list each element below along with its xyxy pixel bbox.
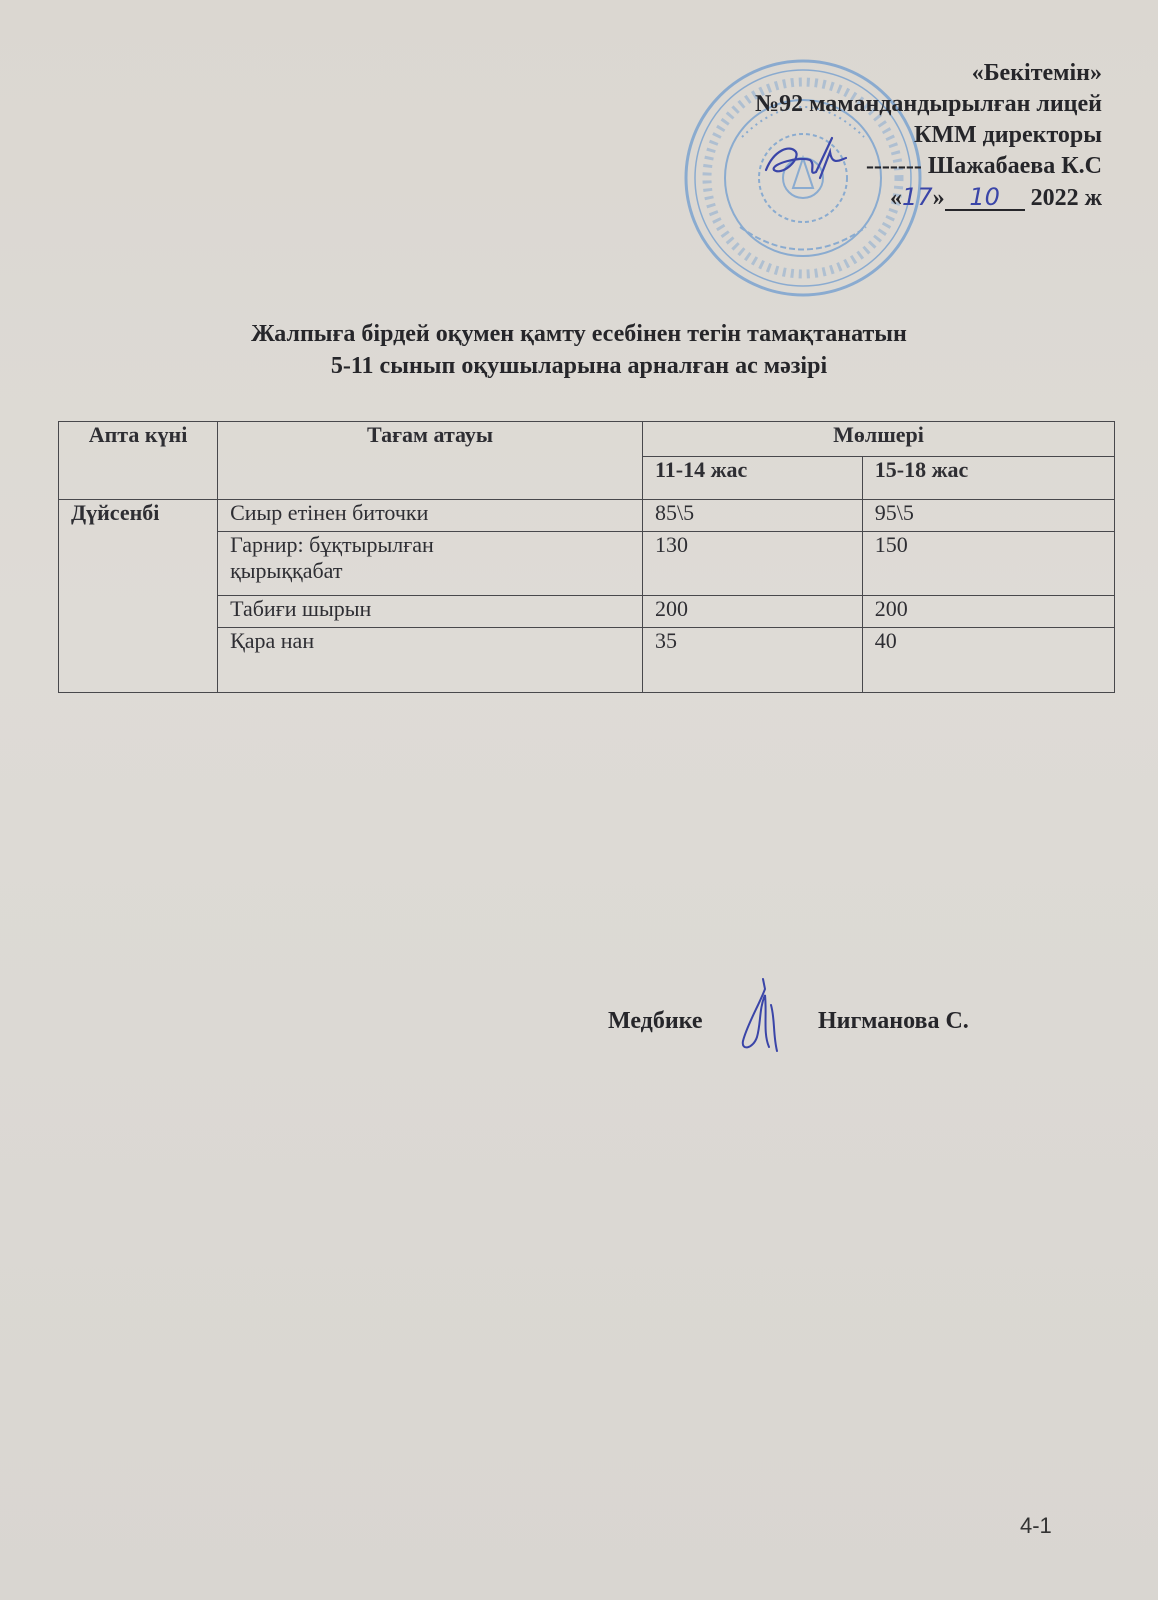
header-day: Апта күні [59,422,218,500]
dish-cell: Қара нан [218,628,643,693]
age2-cell: 150 [862,532,1114,596]
table-header-row [59,422,1115,457]
date-close-quote: » [932,185,945,211]
age1-cell: 35 [642,628,862,693]
approval-organization: №92 мамандандырылған лицей [754,91,1102,117]
age2-cell: 40 [862,628,1114,693]
dish-cell: Сиыр етінен биточки [218,500,643,532]
age1-cell: 130 [642,532,862,596]
director-name: Шажабаева К.С [927,153,1102,179]
table-row [59,628,1115,693]
age2-cell: 95\5 [862,500,1114,532]
document-title [0,318,1158,382]
header-dish: Тағам атауы [218,422,643,500]
age1-cell: 200 [642,596,862,628]
table-row [59,596,1115,628]
approval-position: КММ директоры [913,122,1102,148]
nurse-role: Медбике [608,1008,703,1034]
age2-cell: 200 [862,596,1114,628]
menu-table [58,421,1115,693]
signature-dashes: ------- [865,153,922,179]
page-number: 4-1 [1020,1513,1052,1538]
header-amount: Мөлшері [642,422,1114,457]
title-line-1: Жалпыға бірдей оқумен қамту есебінен тегін тамақтанатын [251,321,907,347]
nurse-signature [735,975,785,1055]
date-open-quote: « [890,185,903,211]
approval-heading: «Бекітемін» [971,60,1102,86]
date-day: 17 [902,183,933,211]
header-age-15-18: 15-18 жас [862,457,1114,500]
date-month: 10 [969,183,1000,211]
dish-cell: Гарнир: бұқтырылған қырыққабат [218,532,643,596]
table-row [59,500,1115,532]
table-row [59,532,1115,596]
date-month-blank [945,183,1025,211]
age1-cell: 85\5 [642,500,862,532]
footer-signoff [608,1008,969,1035]
title-line-2: 5-11 сынып оқушыларына арналған ас мәзірі [330,353,828,379]
date-year: 2022 ж [1030,185,1102,211]
dish-cell: Табиғи шырын [218,596,643,628]
header-age-11-14: 11-14 жас [642,457,862,500]
nurse-name: Нигманова С. [818,1008,969,1034]
director-signature [760,130,850,190]
day-cell: Дүйсенбі [59,500,218,693]
